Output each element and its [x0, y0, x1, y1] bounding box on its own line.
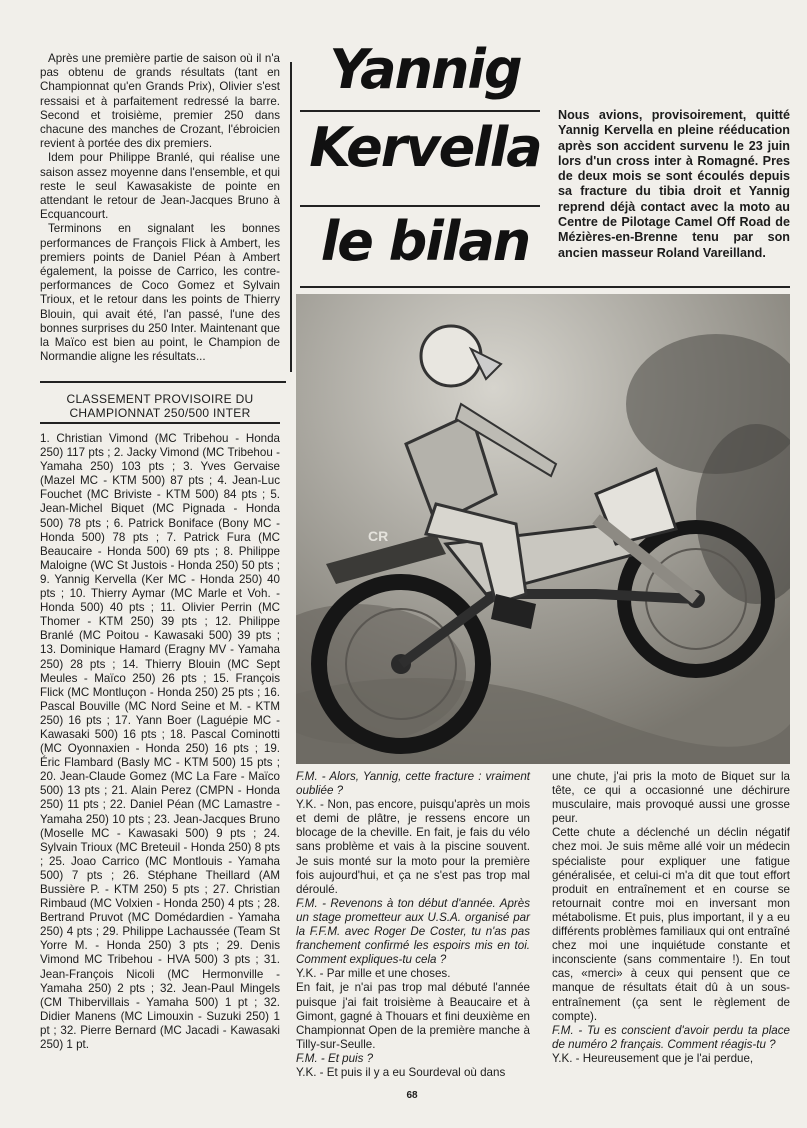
- vertical-rule: [290, 62, 292, 372]
- title-rule-3: [300, 286, 790, 288]
- interview-column-middle: [296, 770, 530, 1080]
- interview-paragraph: une chute, j'ai pris la moto de Biquet sur la tête, ce qui a occasionné une déchirure musculaire, mais provoqué aussi une grosse peur.: [552, 770, 790, 826]
- interview-paragraph: Y.K. - Non, pas encore, puisqu'après un mois et demi de plâtre, je ressens encore un blocage de la cheville. En fait, je fais du vélo sans problème et vais à la piscine souvent. Je suis monté sur la moto pour la première fois aujourd'hui, et ça ne s'est pas trop mal déroulé.: [296, 798, 530, 896]
- interview-paragraph: Cette chute a déclenché un déclin négatif chez moi. Je suis même allé voir un médecin spécialiste pour expliquer une fatigue généralisée, et celui-ci m'a dit que tout effort produit en entraînement et en course se retournait contre moi en inversant mon métabolisme. Et puis, plus important, il y a eu différents problèmes familiaux qui ont entraîné chez moi une inquiétude constante et inconsciente (sans commentaire !). En tout cas, «merci» à ceux qui pensent que ce manque de résultats était dû à un sous-entraînement (ça sent le règlement de compte).: [552, 826, 790, 1023]
- title-line-3: le bilan: [320, 210, 530, 273]
- interview-column-right: [552, 770, 790, 1066]
- standings-head-rule: [40, 422, 280, 424]
- standings-list: 1. Christian Vimond (MC Tribehou - Honda 250) 117 pts ; 2. Jacky Vimond (MC Tribehou - Yamaha 250) 103 pts ; 3. Yves Gervaise (Mazel MC - KTM 500) 87 pts ; 4. Jean-Luc Fouchet (MC Briviste - KTM 500) 84 pts ; 5. Jean-Michel Biquet (MC Pignada - Honda 500) 78 pts ; 6. Patrick Boniface (Bony MC - Honda 500) 78 pts ; 7. Patrick Fura (MC Beaucaire - Honda 500) 69 pts ; 8. Philippe Maloigne (WC St Justois - Honda 250) 50 pts ; 9. Yannig Kervella (Ker MC - Honda 250) 40 pts ; 10. Thierry Aymar (MC Marle et Voh. - Honda 500) 40 pts ; 11. Olivier Perrin (MC Thomer - KTM 250) 39 pts ; 12. Philippe Branlé (MC Poitou - Kawasaki 500) 39 pts ; 13. Dominique Hamard (Eragny MV - Yamaha 250) 28 pts ; 14. Thierry Blouin (MC Sept Meules - Maïco 250) 26 pts ; 15. François Flick (MC Montluçon - Honda 250) 25 pts ; 16. Pascal Bouville (MC Nord Seine et M. - KTM 250) 16 pts ; 17. Yann Boer (Laguépie MC - Kawasaki 500) 16 pts ; 18. Pascal Cominotti (MC Oyonnaxien - Honda 250) 16 pts ; 19. Éric Flambard (Basly MC - KTM 500) 15 pts ; 20. Jean-Claude Gomez (MC La Fare - Maïco 500) 13 pts ; 21. Alain Perez (CMPN - Honda 250) 11 pts ; 22. Daniel Péan (MC Lamastre - Yamaha 250) 10 pts ; 23. Jean-Jacques Bruno (Moselle MC - Kawasaki 500) 9 pts ; 24. Sylvain Trioux (MC Breteuil - Honda 250) 8 pts ; 25. Joao Carrico (MC Montlouis - Yamaha 500) 7 pts ; 26. Stéphane Theillard (AM Bussière P. - KTM 250) 5 pts ; 27. Christian Rimbaud (MC Volxien - Honda 250) 4 pts ; 28. Bertrand Pruvot (MC Domédardien - Yamaha 250) 4 pts ; 29. Philippe Lachaussée (Team St Yorre M. - Honda 250) 3 pts ; 29. Denis Vimond MC Tribehou - HVA 500) 3 pts ; 31. Jean-François Nicoli (MC Hermonville - Yamaha 250) 2 pts ; 32. Jean-Paul Mingels (CM Thibervillais - Yamaha 500) 1 pt ; 32. Didier Manens (MC Limouxin - Suzuki 250) 1 pt ; 32. Pierre Bernard (MC Jacadi - Kawasaki 250) 1 pt.: [40, 432, 280, 1052]
- title-rule-2: [300, 205, 540, 207]
- interview-paragraph: Y.K. - Et puis il y a eu Sourdeval où dans: [296, 1065, 506, 1079]
- motocross-rider-illustration: [296, 294, 790, 764]
- standings-top-rule: [40, 381, 286, 383]
- interview-paragraph: F.M. - Tu es conscient d'avoir perdu ta place de numéro 2 français. Comment réagis-tu ?: [552, 1023, 790, 1051]
- interview-paragraph: F.M. - Et puis ?: [296, 1051, 374, 1065]
- left-paragraph-3: Terminons en signalant les bonnes performances de François Flick à Ambert, les premiers points de Daniel Péan à Ambert également, la poisse de Carrico, les contre-performances de Coco Gomez et Sylvain Trioux, et le retour dans les points de Thierry Blouin, qui avait été, l'an passé, l'une des bonnes surprises du 250 Inter. Maintenant que la Maïco est bien au point, le Champion de Normandie aligne les résultats...: [40, 222, 280, 364]
- intro-text: Nous avions, provisoirement, quitté Yannig Kervella en pleine rééducation après son accident survenu le 23 juin lors d'un cross inter à Romagné. Pres de deux mois se sont écoulés depuis sa fracture du tibia droit et Yannig reprend déjà contact avec la moto au Centre de Pilotage Camel Off Road de Mézières-en-Brenne tenu par son ancien masseur Roland Vareilland.: [558, 108, 790, 260]
- interview-paragraph: Y.K. - Par mille et une choses.: [296, 967, 451, 981]
- motocross-photo: [296, 294, 790, 764]
- standings-title: CLASSEMENT PROVISOIRE DU CHAMPIONNAT 250/500 INTER: [66, 392, 254, 420]
- title-rule-1: [300, 110, 540, 112]
- bike-number-plate: CR: [368, 528, 389, 544]
- title-line-2: Kervella: [309, 116, 541, 179]
- page-number: 68: [406, 1090, 418, 1101]
- interview-paragraph: F.M. - Revenons à ton début d'année. Après un stage prometteur aux U.S.A. organisé par la F.F.M. avec Roger De Coster, tu n'as pas franchement confirmé les espoirs mis en toi. Comment expliques-tu cela ?: [296, 896, 530, 967]
- left-paragraph-2: Idem pour Philippe Branlé, qui réalise une saison assez moyenne dans l'ensemble, et qui reste le seul Kawasakiste de pointe en attendant le retour de Jean-Jacques Bruno à Ecquancourt.: [40, 151, 280, 222]
- interview-paragraph: Y.K. - Heureusement que je l'ai perdue,: [552, 1051, 754, 1065]
- title-line-1: Yannig: [329, 38, 521, 101]
- left-paragraph-1: Après une première partie de saison où il n'a pas obtenu de grands résultats (tant en Championnat qu'en Grands Prix), Olivier s'est ressaisi et à parfaitement redressé la barre. Second et troisième, premier 250 dans chacune des manches de Crozant, l'ébroicien revient à portée des dix premiers.: [40, 52, 280, 151]
- interview-paragraph: En fait, je n'ai pas trop mal débuté l'année puisque j'ai fait troisième à Beaucaire et à Gimont, gagné à Thouars et fini deuxième en Championnat Open de la première manche à Tilly-sur-Seulle.: [296, 981, 530, 1051]
- left-column: [40, 52, 280, 364]
- interview-paragraph: F.M. - Alors, Yannig, cette fracture : vraiment oubliée ?: [296, 770, 530, 798]
